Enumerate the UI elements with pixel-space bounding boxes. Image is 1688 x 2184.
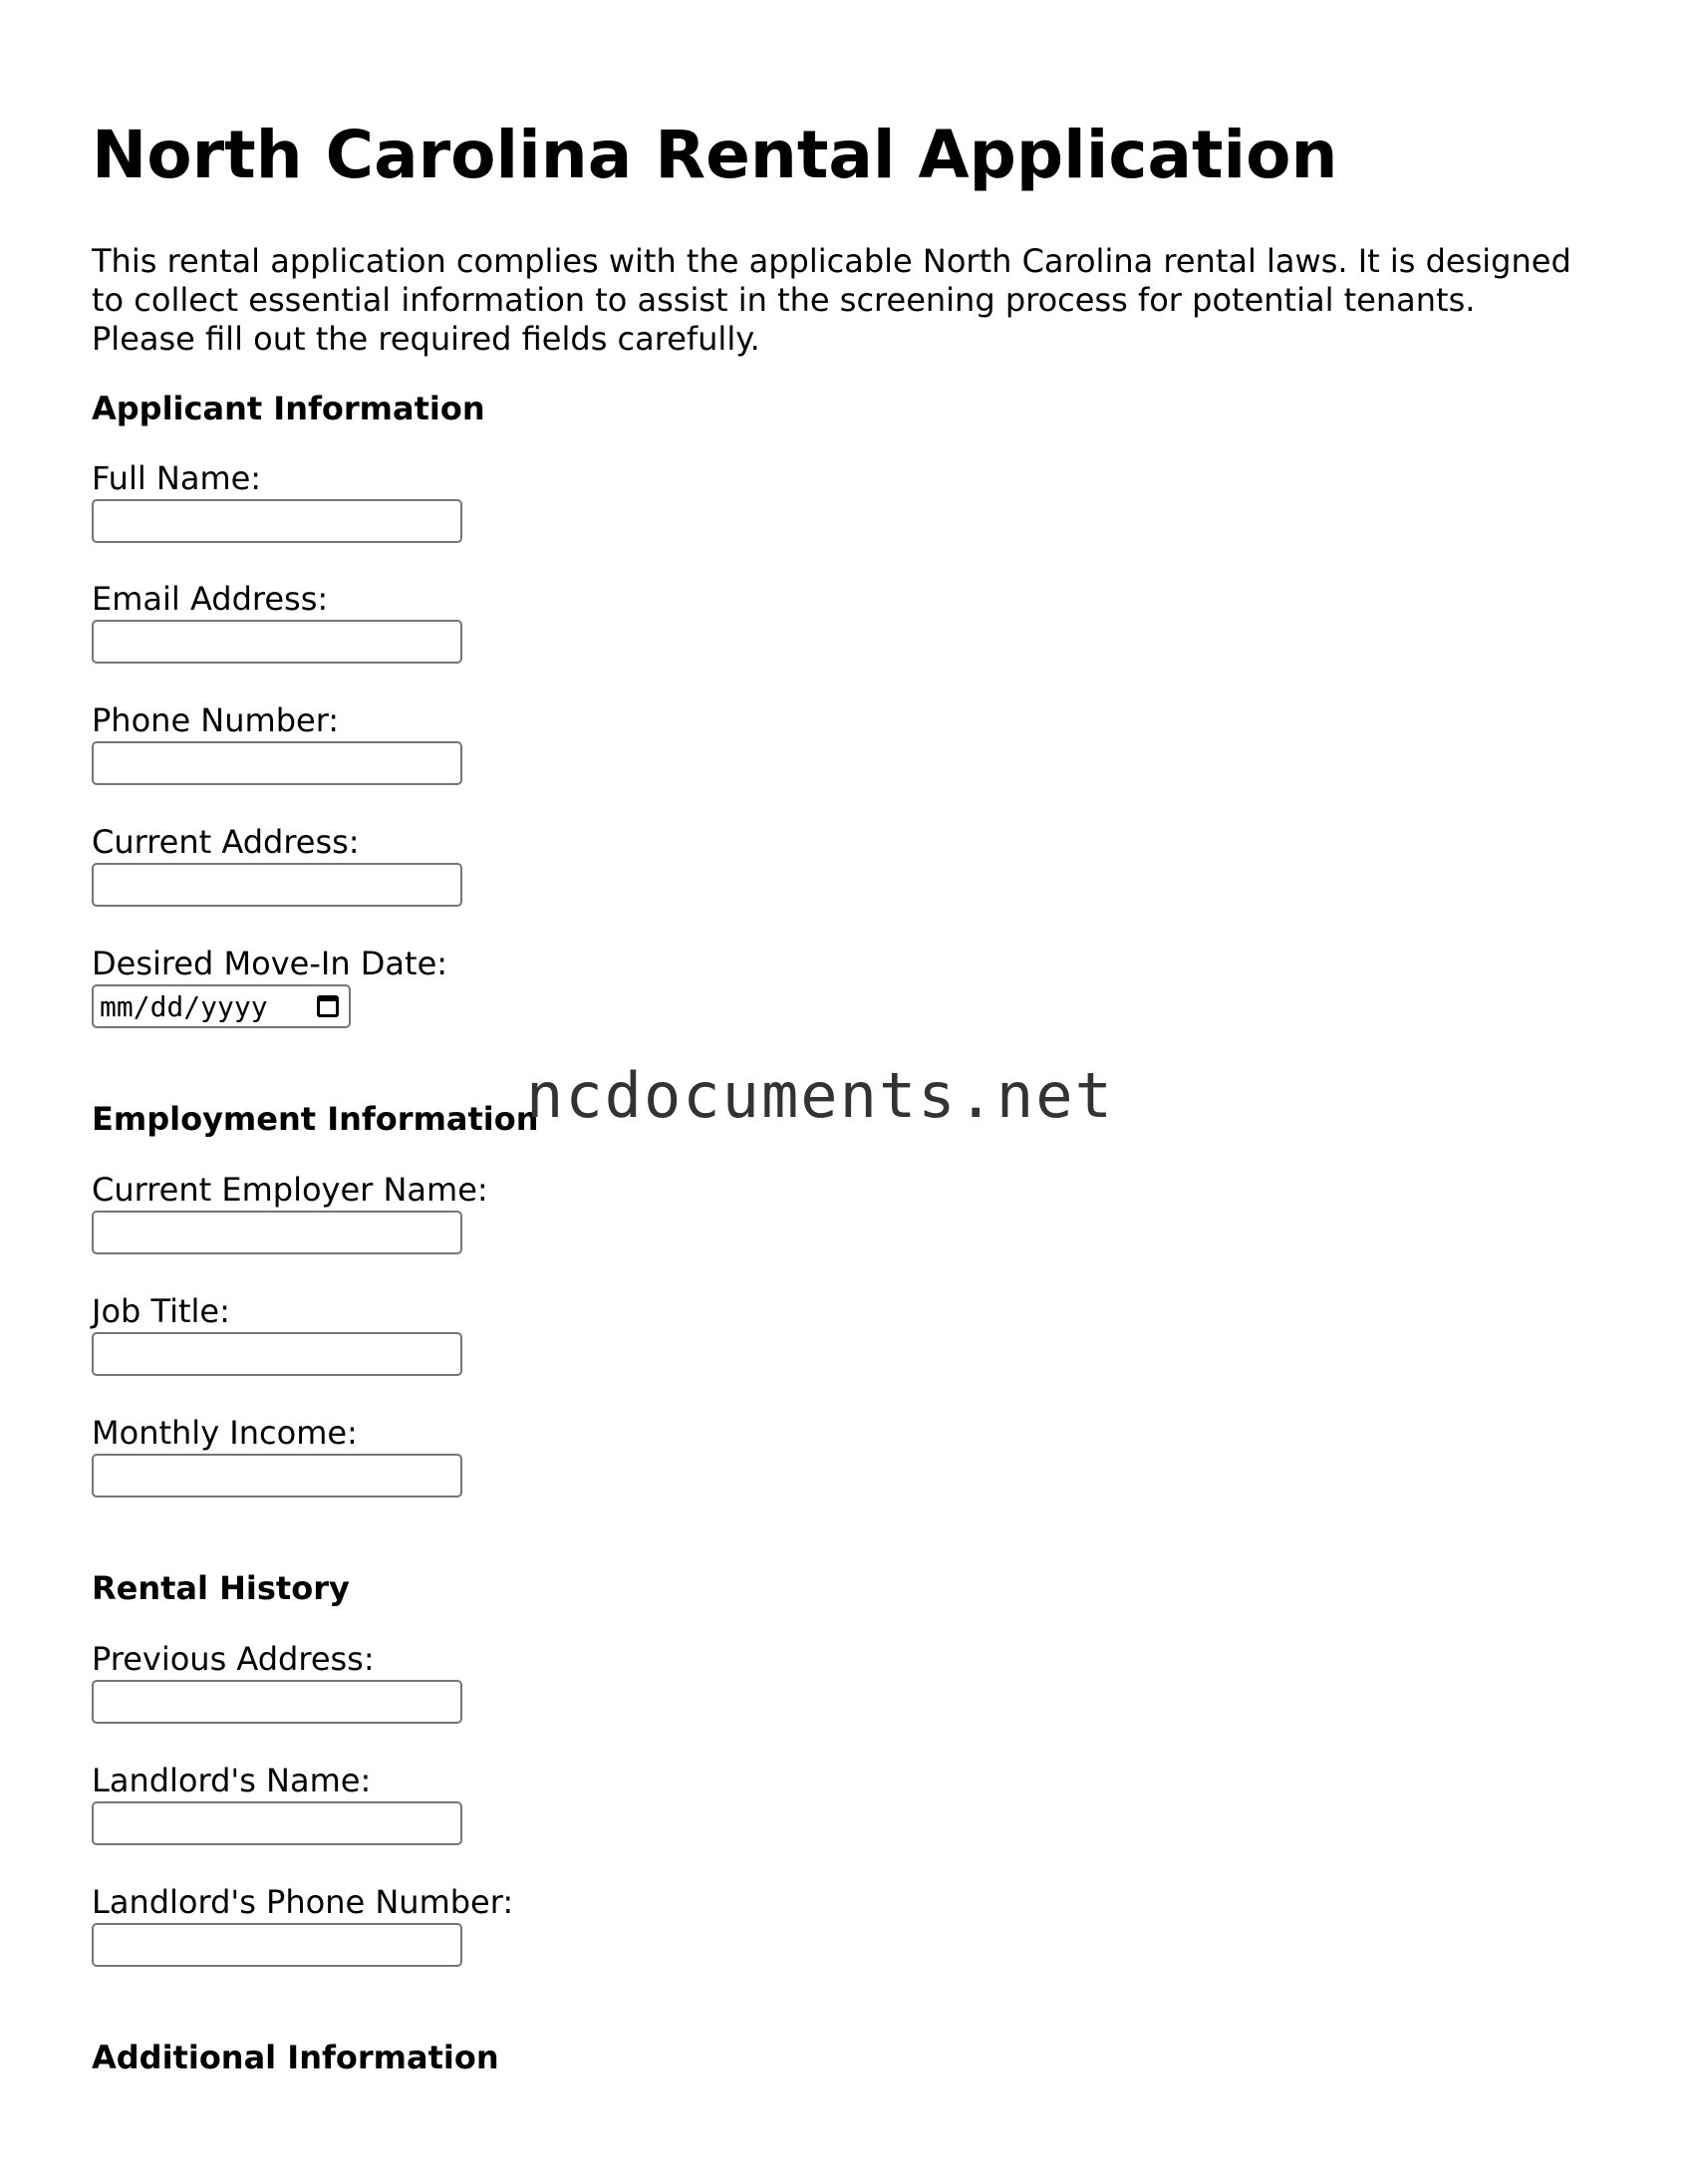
rental-history-section-heading: Rental History <box>92 1569 350 1607</box>
previous-address-field-group <box>92 1640 462 1724</box>
full-name-field-group <box>92 459 462 543</box>
landlord-name-label: Landlord's Name: <box>92 1762 372 1799</box>
landlord-phone-label: Landlord's Phone Number: <box>92 1883 514 1921</box>
full-name-input[interactable] <box>92 499 462 543</box>
page-title: North Carolina Rental Application <box>92 117 1338 193</box>
employer-input[interactable] <box>92 1211 462 1254</box>
phone-field-group <box>92 701 462 785</box>
date-placeholder: mm/dd/yyyy <box>100 989 268 1023</box>
previous-address-input[interactable] <box>92 1680 462 1724</box>
current-address-label: Current Address: <box>92 823 360 861</box>
current-address-field-group <box>92 823 462 907</box>
previous-address-label: Previous Address: <box>92 1640 375 1678</box>
calendar-icon[interactable] <box>317 995 339 1017</box>
employer-field-group <box>92 1171 488 1254</box>
watermark: ncdocuments.net <box>526 1059 1114 1132</box>
job-title-label: Job Title: <box>92 1292 230 1330</box>
move-in-date-input[interactable] <box>92 984 351 1028</box>
current-address-input[interactable] <box>92 863 462 907</box>
email-label: Email Address: <box>92 580 329 618</box>
landlord-phone-field-group <box>92 1883 513 1967</box>
income-input[interactable] <box>92 1454 462 1498</box>
phone-input[interactable] <box>92 741 462 785</box>
job-title-input[interactable] <box>92 1332 462 1376</box>
income-label: Monthly Income: <box>92 1414 358 1452</box>
employment-section-heading: Employment Information <box>92 1100 539 1138</box>
job-title-field-group <box>92 1292 462 1376</box>
move-in-date-label: Desired Move-In Date: <box>92 945 448 982</box>
income-field-group <box>92 1414 462 1498</box>
full-name-label: Full Name: <box>92 459 262 497</box>
landlord-phone-input[interactable] <box>92 1923 462 1967</box>
landlord-name-field-group <box>92 1762 462 1845</box>
email-field-group <box>92 580 462 664</box>
intro-paragraph: This rental application complies with the applicable North Carolina rental laws. It is designed to collect essential information to assist in the screening process for potential tenants. Please fill out the required fields carefully. <box>92 242 1571 358</box>
employer-label: Current Employer Name: <box>92 1171 488 1209</box>
phone-label: Phone Number: <box>92 701 340 739</box>
email-input[interactable] <box>92 620 462 664</box>
applicant-section-heading: Applicant Information <box>92 390 485 427</box>
landlord-name-input[interactable] <box>92 1801 462 1845</box>
move-in-date-field-group <box>92 945 447 1028</box>
additional-section-heading: Additional Information <box>92 2039 499 2076</box>
